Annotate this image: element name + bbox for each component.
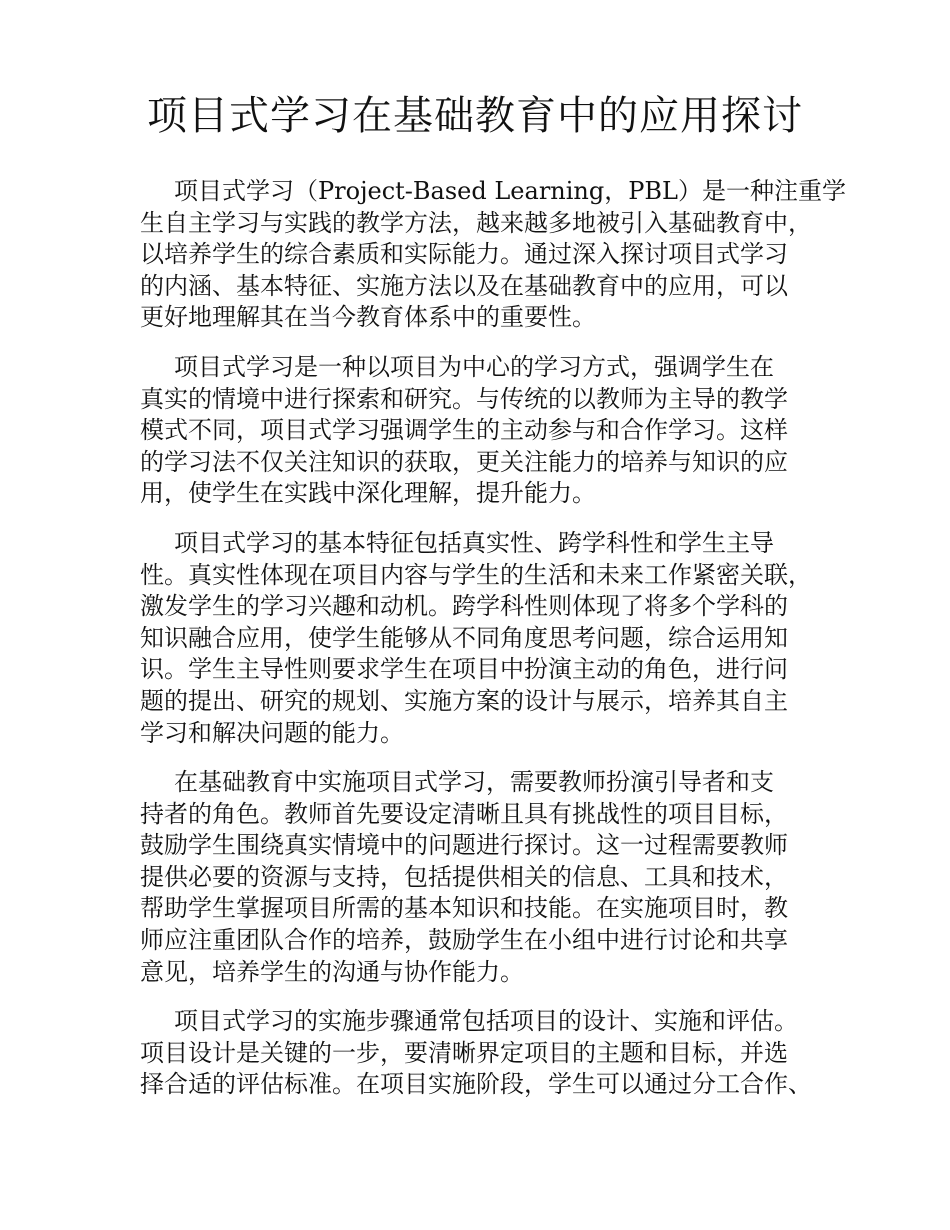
text-line: 性。真实性体现在项目内容与学生的生活和未来工作紧密关联， bbox=[140, 560, 812, 589]
text-line: 以培养学生的综合素质和实际能力。通过深入探讨项目式学习 bbox=[140, 240, 788, 269]
text-line: 项目设计是关键的一步，要清晰界定项目的主题和目标，并选 bbox=[140, 1038, 788, 1067]
text-line: 择合适的评估标准。在项目实施阶段，学生可以通过分工合作、 bbox=[140, 1070, 812, 1099]
text-line: 师应注重团队合作的培养，鼓励学生在小组中进行讨论和共享 bbox=[140, 926, 788, 955]
document-body bbox=[140, 176, 846, 1119]
text-line: 意见，培养学生的沟通与协作能力。 bbox=[140, 957, 524, 986]
text-line: 识。学生主导性则要求学生在项目中扮演主动的角色，进行问 bbox=[140, 655, 788, 684]
document-title: 项目式学习在基础教育中的应用探讨 bbox=[147, 93, 803, 139]
text-line: 题的提出、研究的规划、实施方案的设计与展示，培养其自主 bbox=[140, 686, 788, 715]
text-line: 学习和解决问题的能力。 bbox=[140, 718, 404, 747]
text-line: 真实的情境中进行探索和研究。与传统的以教师为主导的教学 bbox=[140, 384, 788, 413]
text-line: 项目式学习是一种以项目为中心的学习方式，强调学生在 bbox=[174, 352, 774, 381]
text-line: 的内涵、基本特征、实施方法以及在基础教育中的应用，可以 bbox=[140, 271, 788, 300]
paragraph-3 bbox=[140, 528, 820, 749]
paragraph-4 bbox=[140, 767, 820, 988]
text-line: 提供必要的资源与支持，包括提供相关的信息、工具和技术， bbox=[140, 862, 788, 891]
text-line: 更好地理解其在当今教育体系中的重要性。 bbox=[140, 303, 596, 332]
text-line: 的学习法不仅关注知识的获取，更关注能力的培养与知识的应 bbox=[140, 447, 788, 476]
text-line: 用，使学生在实践中深化理解，提升能力。 bbox=[140, 479, 596, 508]
paragraph-1 bbox=[140, 176, 846, 334]
text-line: 知识融合应用，使学生能够从不同角度思考问题，综合运用知 bbox=[140, 623, 788, 652]
text-line: 持者的角色。教师首先要设定清晰且具有挑战性的项目目标， bbox=[140, 799, 788, 828]
text-line: 帮助学生掌握项目所需的基本知识和技能。在实施项目时，教 bbox=[140, 894, 788, 923]
text-line: 生自主学习与实践的教学方法，越来越多地被引入基础教育中， bbox=[140, 208, 812, 237]
paragraph-2 bbox=[140, 352, 820, 510]
text-line: 项目式学习（Project-Based Learning，PBL）是一种注重学 bbox=[174, 177, 846, 205]
text-line: 在基础教育中实施项目式学习，需要教师扮演引导者和支 bbox=[174, 768, 774, 797]
text-line: 项目式学习的基本特征包括真实性、跨学科性和学生主导 bbox=[174, 528, 774, 557]
text-line: 激发学生的学习兴趣和动机。跨学科性则体现了将多个学科的 bbox=[140, 592, 788, 621]
text-line: 鼓励学生围绕真实情境中的问题进行探讨。这一过程需要教师 bbox=[140, 831, 788, 860]
text-line: 项目式学习的实施步骤通常包括项目的设计、实施和评估。 bbox=[174, 1007, 798, 1036]
text-line: 模式不同，项目式学习强调学生的主动参与和合作学习。这样 bbox=[140, 416, 788, 445]
paragraph-5 bbox=[140, 1006, 820, 1101]
